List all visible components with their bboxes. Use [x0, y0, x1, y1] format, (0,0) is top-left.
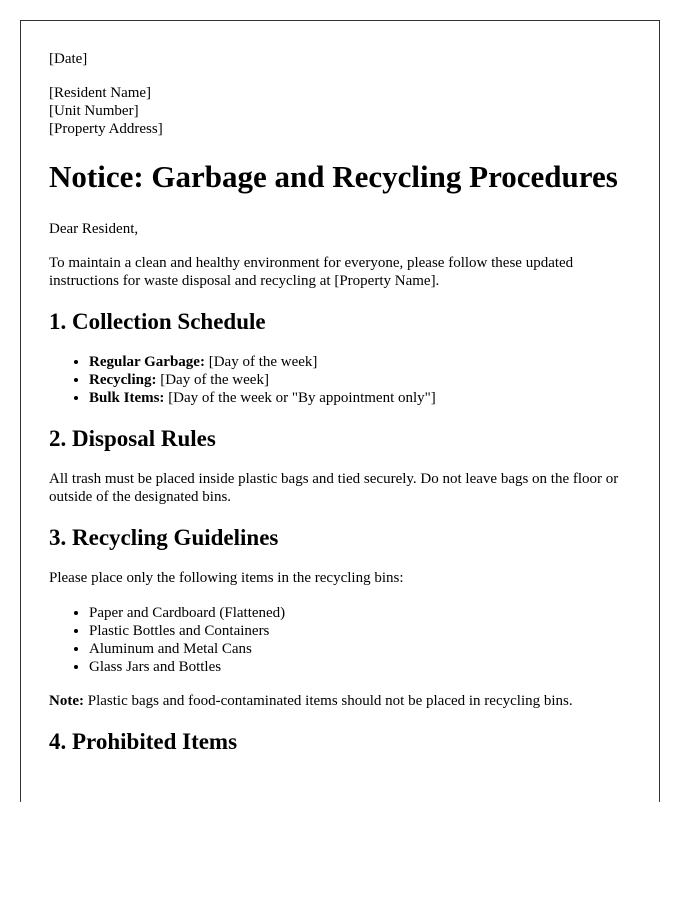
recycling-note: [49, 692, 631, 710]
notice-title: Notice: Garbage and Recycling Procedures: [49, 159, 618, 194]
schedule-list: [49, 353, 631, 407]
recycling-item: • Aluminum and Metal Cans: [89, 640, 631, 658]
section-heading-disposal: 2. Disposal Rules: [49, 426, 216, 451]
schedule-item: [89, 389, 631, 407]
note-label: Note:: [49, 693, 84, 709]
schedule-item-value: [Day of the week]: [156, 372, 269, 388]
resident-name-line: [Resident Name]: [49, 85, 152, 101]
recipient-address-block: [49, 84, 631, 138]
schedule-item-label: Recycling:: [89, 372, 157, 388]
recycling-item: • Plastic Bottles and Containers: [89, 622, 631, 640]
property-address-line: [Property Address]: [49, 121, 163, 137]
recycling-list: [49, 604, 631, 676]
recycling-item: • Glass Jars and Bottles: [89, 658, 631, 676]
schedule-item-value: [Day of the week or "By appointment only"]: [164, 390, 436, 406]
recycling-intro-text: Please place only the following items in the recycling bins:: [49, 570, 404, 586]
section-heading-recycling: 3. Recycling Guidelines: [49, 525, 279, 550]
intro-paragraph: To maintain a clean and healthy environment for everyone, please follow these updated instructions for waste disposal and recycling at [Property Name].: [49, 255, 574, 289]
letter-page: [20, 20, 660, 802]
schedule-item: [89, 353, 631, 371]
schedule-item: [89, 371, 631, 389]
unit-number-line: [Unit Number]: [49, 103, 139, 119]
schedule-item-value: [Day of the week]: [204, 354, 318, 370]
schedule-item-label: Bulk Items:: [89, 390, 165, 406]
disposal-rules-text: All trash must be placed inside plastic bags and tied securely. Do not leave bags on the floor or outside of the designated bins.: [49, 471, 619, 505]
schedule-item-label: Regular Garbage:: [89, 354, 205, 370]
greeting: Dear Resident,: [49, 221, 139, 237]
recycling-item: • Paper and Cardboard (Flattened): [89, 604, 631, 622]
date-block: [49, 50, 631, 68]
letter-content: [21, 21, 659, 756]
date-line: [Date]: [49, 51, 88, 67]
note-text: Plastic bags and food-contaminated items should not be placed in recycling bins.: [83, 693, 573, 709]
section-heading-prohibited: 4. Prohibited Items: [49, 729, 238, 754]
section-heading-schedule: 1. Collection Schedule: [49, 309, 266, 334]
